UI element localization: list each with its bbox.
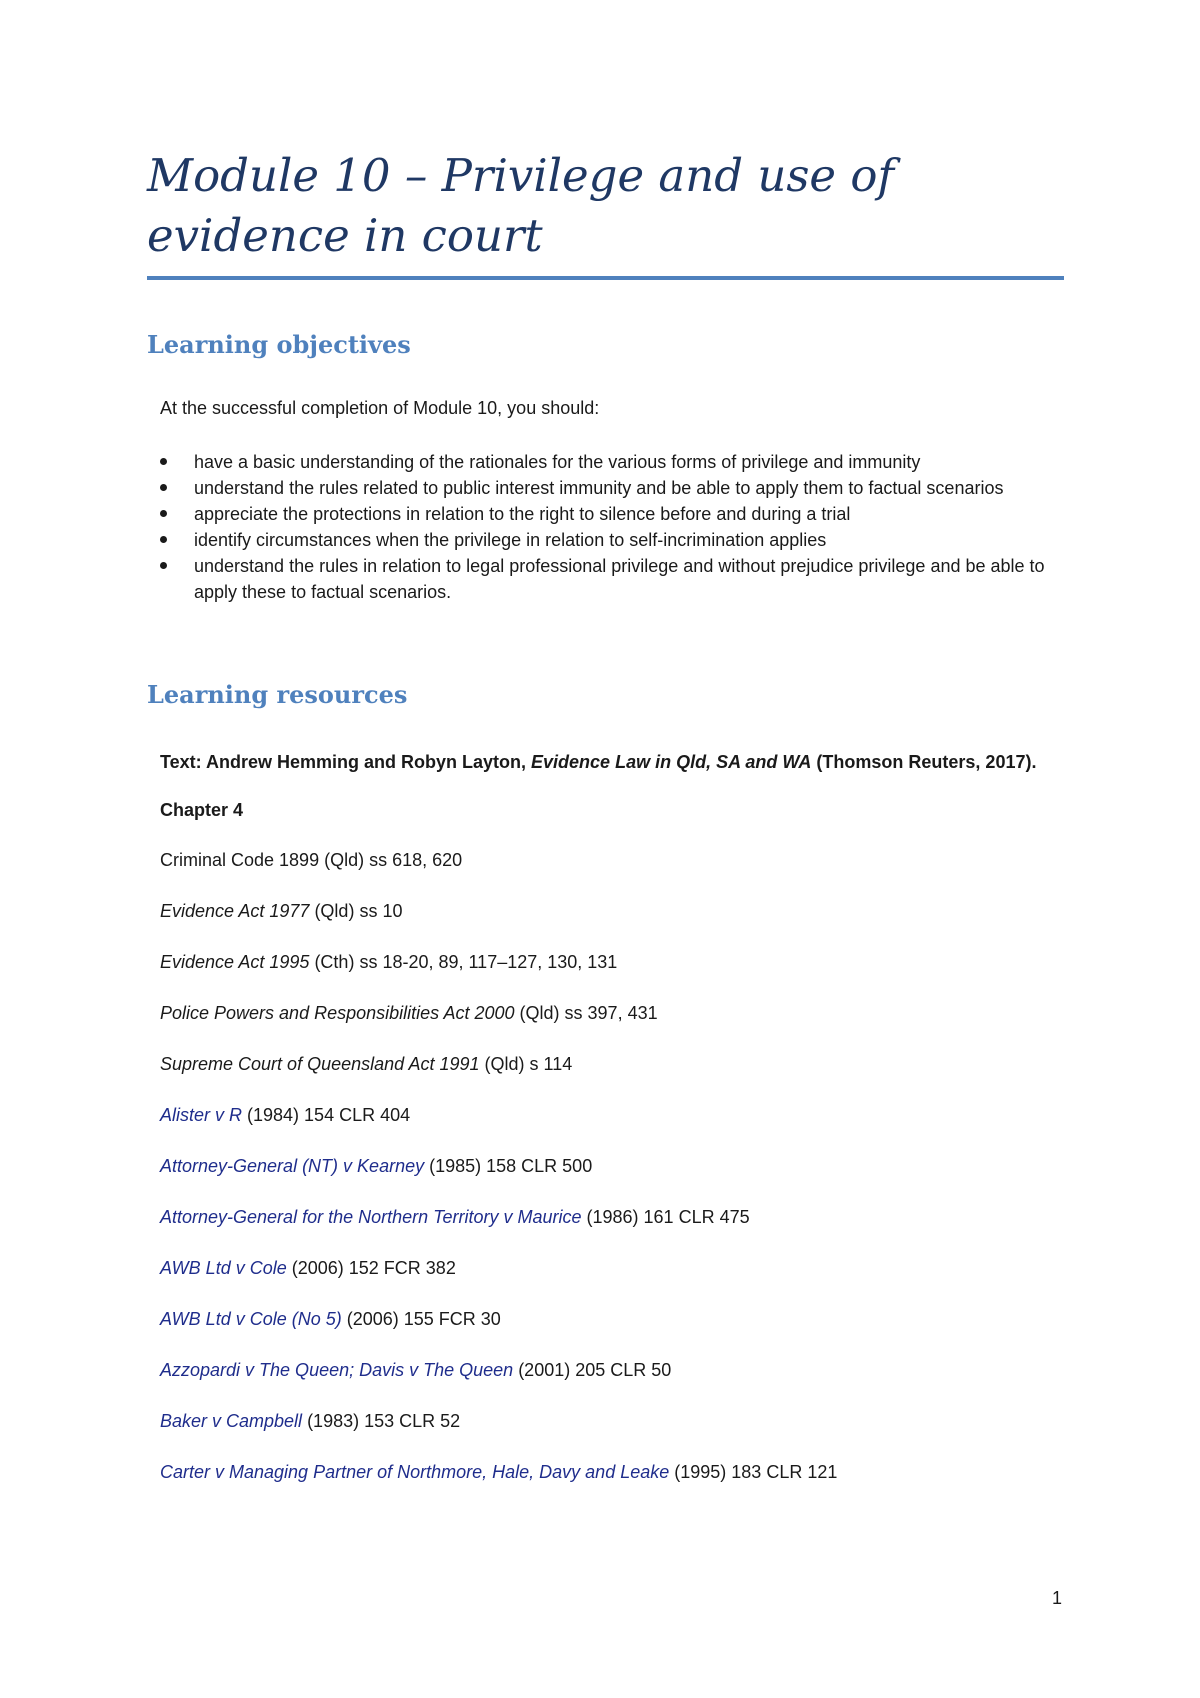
objective-item <box>160 553 1060 605</box>
page-title <box>147 146 1067 266</box>
objectives-intro: At the successful completion of Module 10, you should: <box>160 398 600 418</box>
objective-text: appreciate the protections in relation to the right to silence before and during a trial <box>194 504 851 524</box>
legislation-sections: (Cth) ss 18-20, 89, 117–127, 130, 131 <box>309 952 618 972</box>
legislation-item <box>160 898 1060 924</box>
textbook-reference <box>160 748 1060 777</box>
case-link[interactable]: Alister v R <box>160 1105 243 1125</box>
bullet-icon <box>160 484 167 491</box>
bullet-icon <box>160 510 167 517</box>
resources-list <box>160 748 1060 1510</box>
legislation-name: Evidence Act 1977 <box>160 901 310 921</box>
legislation-name: Evidence Act 1995 <box>160 952 310 972</box>
case-link[interactable]: AWB Ltd v Cole <box>160 1258 287 1278</box>
legislation-item <box>160 847 1060 873</box>
case-citation: (1995) 183 CLR 121 <box>669 1462 838 1482</box>
case-item <box>160 1255 1060 1281</box>
legislation-sections: (Qld) ss 618, 620 <box>319 850 463 870</box>
page-number: 1 <box>1052 1588 1063 1608</box>
objective-text: understand the rules related to public interest immunity and be able to apply them to factual scenarios <box>194 478 1004 498</box>
objective-text: have a basic understanding of the rationales for the various forms of privilege and immunity <box>194 452 921 472</box>
case-link[interactable]: Azzopardi v The Queen; Davis v The Queen <box>160 1360 514 1380</box>
objective-item <box>160 475 1060 501</box>
objective-item <box>160 527 1060 553</box>
case-citation: (1984) 154 CLR 404 <box>242 1105 411 1125</box>
textbook-authors: Text: Andrew Hemming and Robyn Layton, <box>160 752 532 772</box>
legislation-sections: (Qld) s 114 <box>479 1054 573 1074</box>
legislation-name: Supreme Court of Queensland Act 1991 <box>160 1054 480 1074</box>
case-citation: (2006) 152 FCR 382 <box>286 1258 456 1278</box>
case-link[interactable]: Carter v Managing Partner of Northmore, Hale, Davy and Leake <box>160 1462 670 1482</box>
case-link[interactable]: AWB Ltd v Cole (No 5) <box>160 1309 342 1329</box>
objective-item <box>160 501 1060 527</box>
objectives-list <box>160 449 1060 605</box>
legislation-name: Police Powers and Responsibilities Act 2000 <box>160 1003 515 1023</box>
legislation-sections: (Qld) ss 10 <box>309 901 403 921</box>
case-citation: (2006) 155 FCR 30 <box>341 1309 501 1329</box>
title-line-1: Module 10 – Privilege and use of <box>147 149 895 202</box>
case-item <box>160 1204 1060 1230</box>
title-underline-rule <box>147 276 1064 280</box>
legislation-item <box>160 1051 1060 1077</box>
case-item <box>160 1153 1060 1179</box>
legislation-sections: (Qld) ss 397, 431 <box>514 1003 658 1023</box>
legislation-item <box>160 949 1060 975</box>
case-citation: (1985) 158 CLR 500 <box>424 1156 593 1176</box>
textbook-publisher: (Thomson Reuters, 2017). <box>811 752 1037 772</box>
chapter-reference: Chapter 4 <box>160 800 244 820</box>
case-citation: (2001) 205 CLR 50 <box>513 1360 672 1380</box>
bullet-icon <box>160 458 167 465</box>
case-item <box>160 1102 1060 1128</box>
case-item <box>160 1459 1060 1485</box>
case-link[interactable]: Attorney-General for the Northern Territory v Maurice <box>160 1207 582 1227</box>
bullet-icon <box>160 536 167 543</box>
objective-text: understand the rules in relation to legal professional privilege and without prejudice privilege and be able to apply these to factual scenarios. <box>194 556 1045 602</box>
bullet-icon <box>160 562 167 569</box>
case-link[interactable]: Baker v Campbell <box>160 1411 303 1431</box>
case-citation: (1983) 153 CLR 52 <box>302 1411 461 1431</box>
objective-text: identify circumstances when the privilege in relation to self-incrimination applies <box>194 530 827 550</box>
case-citation: (1986) 161 CLR 475 <box>581 1207 750 1227</box>
legislation-name: Criminal Code 1899 <box>160 850 320 870</box>
learning-objectives-heading: Learning objectives <box>147 330 411 359</box>
learning-resources-heading: Learning resources <box>147 680 408 709</box>
objective-item <box>160 449 1060 475</box>
textbook-title: Evidence Law in Qld, SA and WA <box>531 752 812 772</box>
legislation-item <box>160 1000 1060 1026</box>
case-item <box>160 1306 1060 1332</box>
case-link[interactable]: Attorney-General (NT) v Kearney <box>160 1156 425 1176</box>
case-item <box>160 1357 1060 1383</box>
case-item <box>160 1408 1060 1434</box>
title-line-2: evidence in court <box>147 209 543 262</box>
